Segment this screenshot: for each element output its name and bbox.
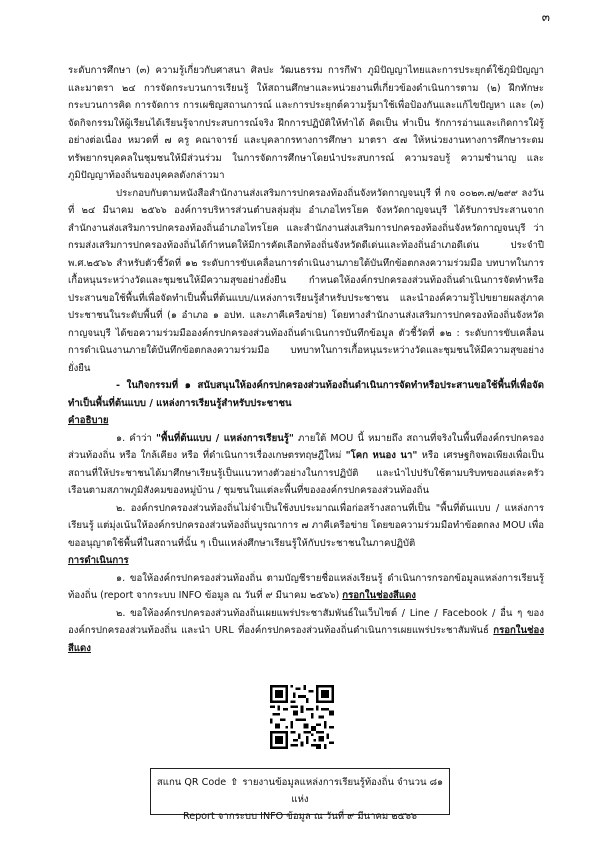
def1-mid: ภายใต้ MOU นี้ หมายถึง สถานที่จริงในพื้นที่องค์กรปกครองส่วนท้องถิ่น หรือ ใกล้เคียง หรือ ที่ดำเนินการเรื่องเกษตรทฤษฎีใหม่ — [68, 432, 544, 461]
caption-line-2: Report จากระบบ INFO ข้อมูล ณ วันที่ ๙ มีนาคม ๒๕๖๖ — [182, 811, 418, 822]
paragraph-law: ระดับการศึกษา (๓) ความรู้เกี่ยวกับศาสนา ศิลปะ วัฒนธรรม การกีฬา ภูมิปัญญาไทยและการประยุกต์ใช้ภูมิปัญญา และมาตรา ๒๔ การจัดกระบวนการเรียนรู้ ให้สถานศึกษาและหน่วยงานที่เกี่ยวข้องดำเนินการตาม (๒) ฝึกทักษะ กระบวนการคิด การจัดการ การเผชิญสถานการณ์ และการประยุกต์ความรู้มาใช้เพื่อป้องกันและแก้ไขปัญหา และ (๓) จัดกิจกรรมให้ผู้เรียนได้เรียนรู้จากประสบการณ์จริง ฝึกการปฏิบัติให้ทำได้ คิดเป็น ทำเป็น รักการอ่านและเกิดการใฝ่รู้อย่างต่อเนื่อง หมวดที่ ๗ ครู คณาจารย์ และบุคลากรทางการศึกษา มาตรา ๕๗ ให้หน่วยงานทางการศึกษาระดมทรัพยากรบุคคลในชุมชนให้มีส่วนร่วม ในการจัดการศึกษาโดยนำประสบการณ์ ความรอบรู้ ความชำนาญ และภูมิปัญญาท้องถิ่นของบุคคลดังกล่าวมา — [68, 65, 544, 181]
procedure-heading: การดำเนินการ — [68, 555, 129, 566]
def1-term2: "โคก หนอง นา" — [345, 450, 418, 461]
definition-2: ๒. องค์กรปกครองส่วนท้องถิ่นไม่จำเป็นใช้งบประมาณเพื่อก่อสร้างสถานที่เป็น "พื้นที่ต้นแบบ / แหล่งการเรียนรู้ แต่มุ่งเน้นให้องค์กรปกครองส่วนท้องถิ่นบูรณาการ ๗ ภาคีเครือข่าย โดยขอความร่วมมือทำข้อตกลง MOU เพื่อขออนุญาตใช้พื้นที่ในสถานที่นั้น ๆ เป็นแหล่งศึกษาเรียนรู้ให้กับประชาชนในภาคปฏิบัติ — [68, 502, 544, 549]
proc2-text: ๒. ขอให้องค์กรปกครองส่วนท้องถิ่นเผยแพร่ประชาสัมพันธ์ในเว็บไซต์ / Line / Facebook / อื่น ๆ ขององค์กรปกครองส่วนท้องถิ่น และนำ URL ที่องค์กรปกครองส่วนท้องถิ่นดำเนินการเผยแพร่ประชาสัมพันธ์ — [68, 607, 544, 636]
definition-1 — [68, 430, 544, 500]
up-arrow-icon: ⇧ — [230, 777, 239, 788]
def1-prefix: ๑. คำว่า — [116, 432, 156, 444]
caption-line-1 — [151, 774, 449, 808]
def1-term: "พื้นที่ต้นแบบ / แหล่งการเรียนรู้" — [156, 432, 294, 444]
qr-code-graphic — [270, 685, 334, 749]
scan-qr-label: สแกน QR Code — [156, 777, 227, 788]
activity-title: - ในกิจกรรมที่ ๑ สนับสนุนให้องค์กรปกครองส่วนท้องถิ่นดำเนินการจัดทำหรือประสานขอใช้พื้นที่เพื่อจัดทำเป็นพื้นที่ต้นแบบ / แหล่งการเรียนรู้สำหรับประชาชน — [68, 380, 544, 409]
document-body — [68, 62, 544, 657]
def1-end: หรือ เศรษฐกิจพอเพียงเพื่อเป็นสถานที่ให้ประชาชนได้มาศึกษาเรียนรู้เป็นแนวทางตัวอย่างในการปฏิบัติ และนำไปปรับใช้ตามบริบทของแต่ละครัวเรือนตามสภาพภูมิสังคมของหมู่บ้าน / ชุมชนในแต่ละพื้นที่ขององค์กรปกครองส่วนท้องถิ่น — [68, 450, 544, 496]
proc2-red-box-note: กรอกในช่องสีแดง — [68, 625, 544, 654]
qr-caption-box — [150, 768, 450, 822]
procedure-1 — [68, 570, 544, 605]
procedure-2 — [68, 605, 544, 658]
proc1-red-box-note: กรอกในช่องสีแดง — [342, 590, 416, 601]
page-number: ๓ — [541, 10, 550, 24]
proc1-text: ๑. ขอให้องค์กรปกครองส่วนท้องถิ่น ตามบัญชีรายชื่อแหล่งเรียนรู้ ดำเนินการกรอกข้อมูลแหล่งการเรียนรู้ท้องถิ่น (report จากระบบ INFO ข้อมูล ณ วันที่ ๙ มีนาคม ๒๕๖๖) — [68, 572, 544, 601]
qr-code-icon[interactable] — [270, 685, 334, 749]
report-description: รายงานข้อมูลแหล่งการเรียนรู้ท้องถิ่น จำนวน ๘๑ แห่ง — [242, 777, 444, 805]
paragraph-letter: ประกอบกับตามหนังสือสำนักงานส่งเสริมการปกครองท้องถิ่นจังหวัดกาญจนบุรี ที่ กจ ๐๐๒๓.๗/๒๙๙ ลงวันที่ ๒๔ มีนาคม ๒๕๖๖ องค์การบริหารส่วนตำบลลุ่มสุ่ม อำเภอไทรโยค จังหวัดกาญจนบุรี ได้รับการประสานจากสำนักงานส่งเสริมการปกครองท้องถิ่นอำเภอไทรโยค และสำนักงานส่งเสริมการปกครองท้องถิ่นจังหวัดกาญจนบุรี ว่า กรมส่งเสริมการปกครองท้องถิ่นได้กำหนดให้มีการคัดเลือกท้องถิ่นจังหวัดดีเด่นและท้องถิ่นอำเภอดีเด่น ประจำปี พ.ศ.๒๕๖๖ สำหรับตัวชี้วัดที่ ๑๒ ระดับการขับเคลื่อนการดำเนินงานภายใต้บันทึกข้อตกลงความร่วมมือ บทบาทในการเกื้อหนุนระหว่างวัดและชุมชนให้มีความสุขอย่างยั่งยืน กำหนดให้องค์กรปกครองส่วนท้องถิ่นดำเนินการจัดทำหรือประสานขอใช้พื้นที่เพื่อจัดทำเป็นพื้นที่ต้นแบบ/แหล่งการเรียนรู้สำหรับประชาชน และนำองค์ความรู้ไปขยายผลสู่ภาคประชาชนในระดับพื้นที่ (๑ อำเภอ ๑ อปท. และภาคีเครือข่าย) โดยทางสำนักงานส่งเสริมการปกครองท้องถิ่นจังหวัดกาญจนบุรี ได้ขอความร่วมมือองค์กรปกครองส่วนท้องถิ่นดำเนินการบันทึกข้อมูล ตัวชี้วัดที่ ๑๒ : ระดับการขับเคลื่อนการดำเนินงานภายใต้บันทึกข้อตกลงความร่วมมือ บทบาทในการเกื้อหนุนระหว่างวัดและชุมชนให้มีความสุขอย่างยั่งยืน — [68, 187, 544, 374]
definition-heading: คำอธิบาย — [68, 415, 109, 426]
